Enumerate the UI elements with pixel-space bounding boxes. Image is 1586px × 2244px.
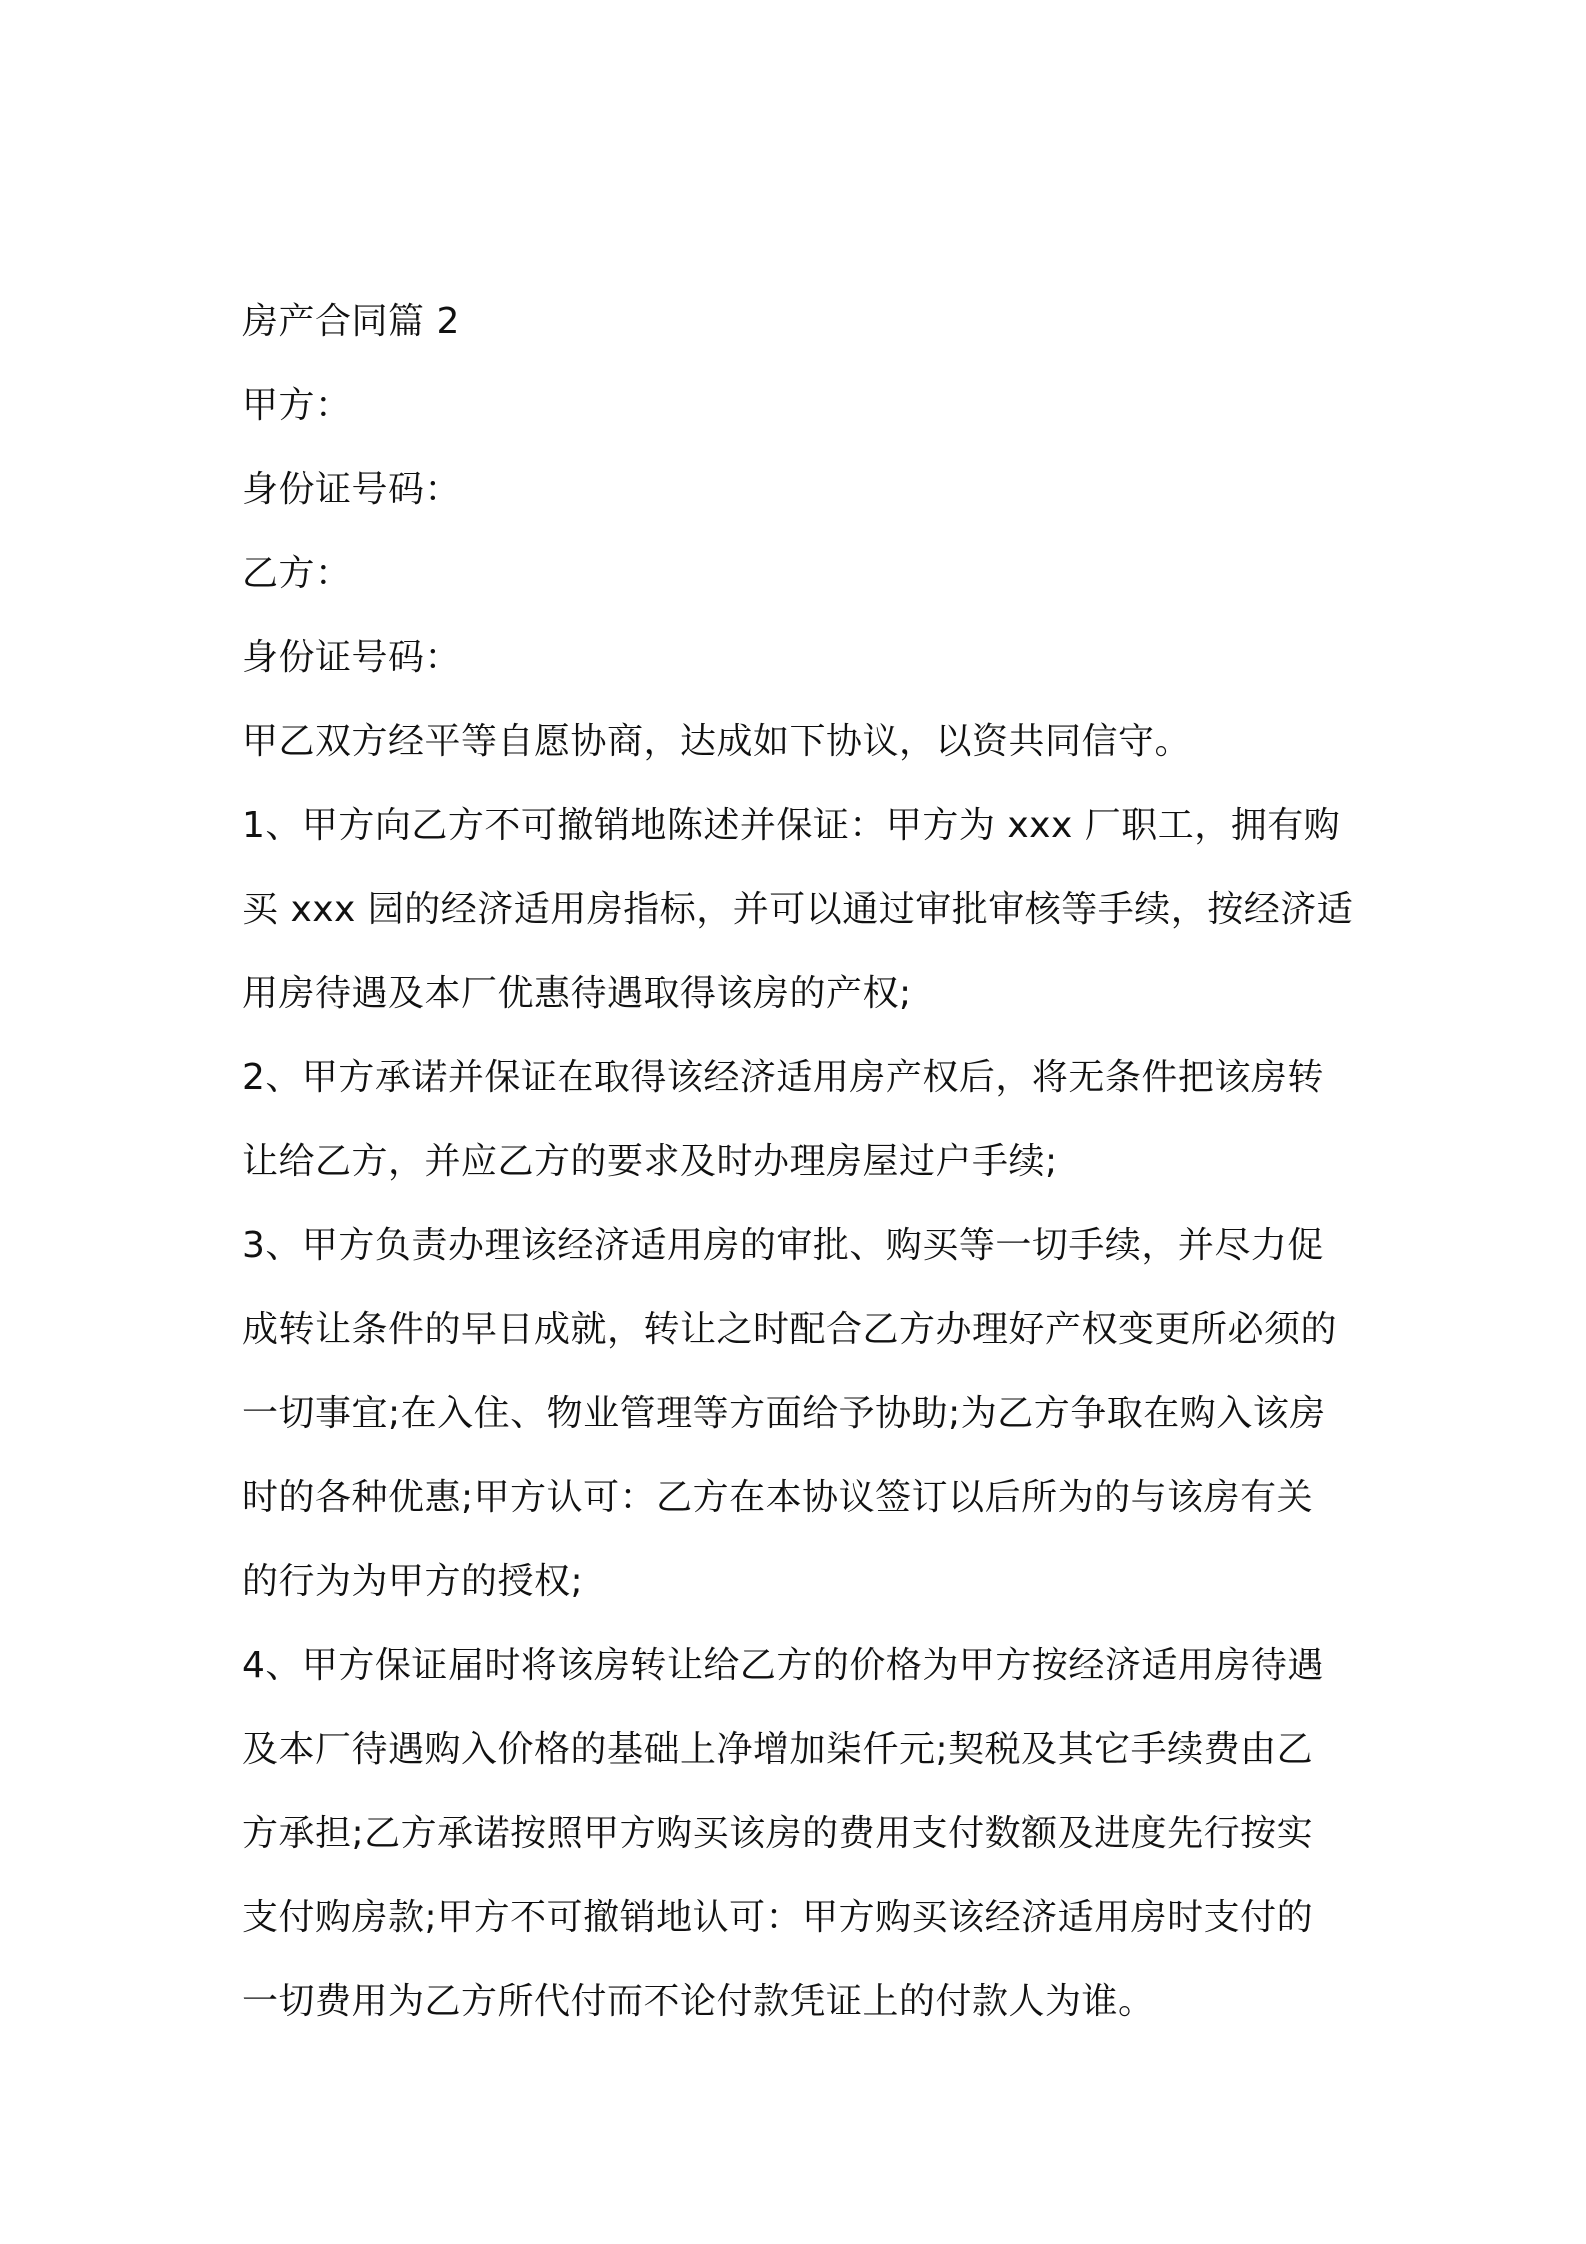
- party-a-id-label: 身份证号码：: [242, 469, 462, 510]
- document-title: 房产合同篇 2: [242, 301, 460, 342]
- clause-line: 4、甲方保证届时将该房转让给乙方的价格为甲方按经济适用房待遇: [242, 1645, 1324, 1686]
- clause-line: 用房待遇及本厂优惠待遇取得该房的产权;: [242, 973, 912, 1014]
- clause-line: 3、甲方负责办理该经济适用房的审批、购买等一切手续，并尽力促: [242, 1225, 1324, 1266]
- clause-line: 的行为为甲方的授权;: [242, 1561, 584, 1602]
- clause-line: 让给乙方，并应乙方的要求及时办理房屋过户手续;: [242, 1141, 1058, 1182]
- clause-line: 时的各种优惠;甲方认可：乙方在本协议签订以后所为的与该房有关: [242, 1477, 1314, 1518]
- party-a-label: 甲方：: [242, 385, 352, 426]
- clause-line: 及本厂待遇购入价格的基础上净增加柒仟元;契税及其它手续费由乙: [242, 1729, 1314, 1770]
- clause-line: 方承担;乙方承诺按照甲方购买该房的费用支付数额及进度先行按实: [242, 1813, 1314, 1854]
- document-body: [242, 280, 1362, 2044]
- clause-line: 成转让条件的早日成就，转让之时配合乙方办理好产权变更所必须的: [242, 1309, 1338, 1350]
- clause-line: 2、甲方承诺并保证在取得该经济适用房产权后，将无条件把该房转: [242, 1057, 1324, 1098]
- intro-paragraph: 甲乙双方经平等自愿协商，达成如下协议，以资共同信守。: [242, 721, 1192, 762]
- clause-line: 1、甲方向乙方不可撤销地陈述并保证：甲方为 xxx 厂职工，拥有购: [242, 805, 1341, 846]
- party-b-label: 乙方：: [242, 553, 352, 594]
- clause-line: 支付购房款;甲方不可撤销地认可：甲方购买该经济适用房时支付的: [242, 1897, 1314, 1938]
- party-b-id-label: 身份证号码：: [242, 637, 462, 678]
- clause-line: 买 xxx 园的经济适用房指标，并可以通过审批审核等手续，按经济适: [242, 889, 1354, 930]
- clause-line: 一切事宜;在入住、物业管理等方面给予协助;为乙方争取在购入该房: [242, 1393, 1326, 1434]
- clause-line: 一切费用为乙方所代付而不论付款凭证上的付款人为谁。: [242, 1981, 1155, 2022]
